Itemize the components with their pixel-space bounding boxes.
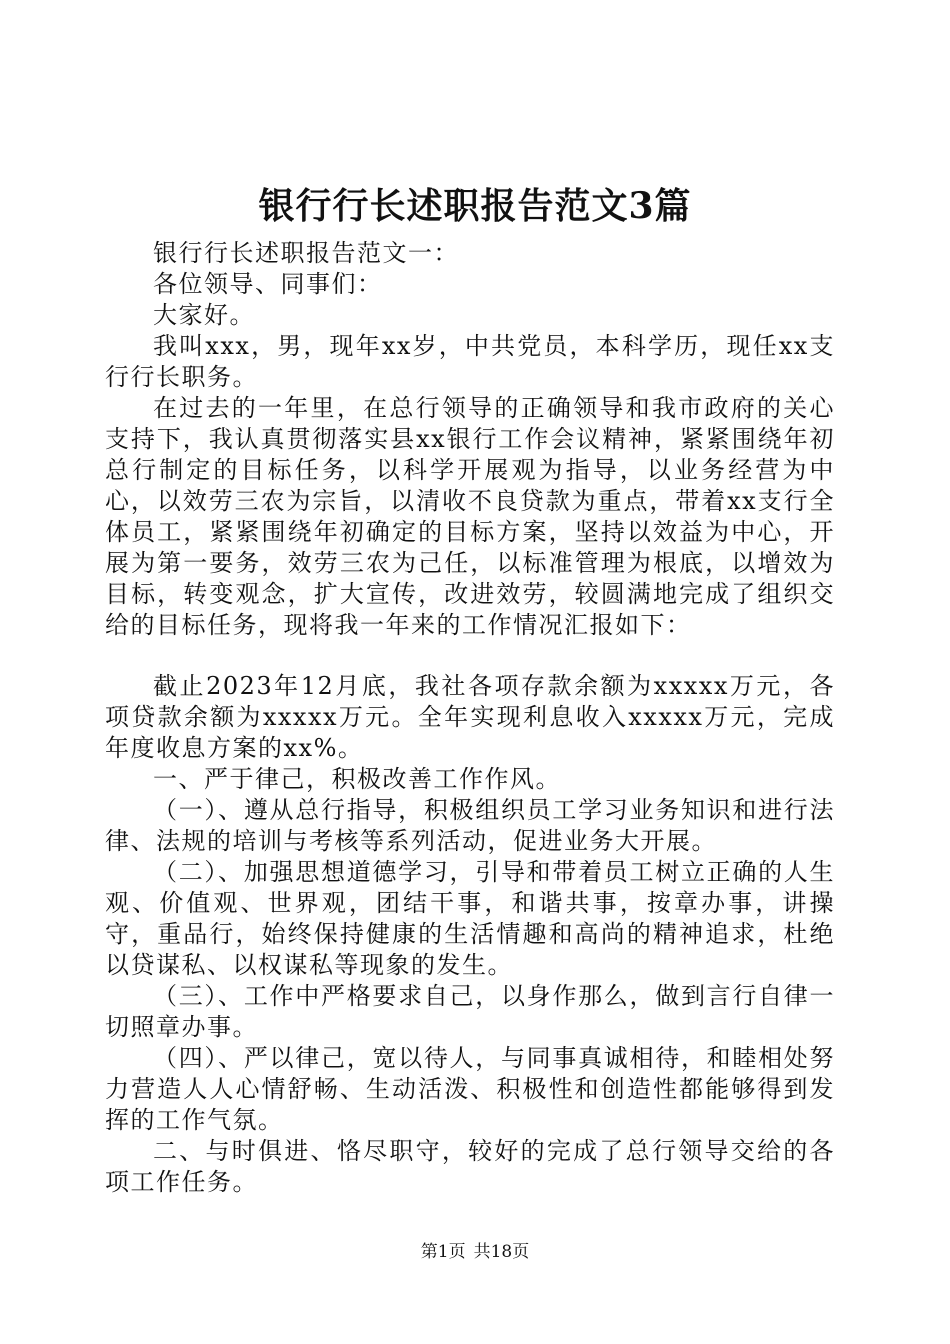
paragraph-introduction: 我叫xxx，男，现年xx岁，中共党员，本科学历，现任xx支行行长职务。 [105,332,835,391]
paragraph-item-two: （二）、加强思想道德学习，引导和带着员工树立正确的人生观、价值观、世界观，团结干事，和谐共事，按章办事，讲操守，重品行，始终保持健康的生活情趣和高尚的精神追求，杜绝以贷谋私、以权谋私等现象的发生。 [105,858,835,979]
paragraph-item-three: （三）、工作中严格要求自己，以身作那么，做到言行自律一切照章办事。 [105,982,835,1041]
page-total: 共18页 [473,1242,530,1262]
page-number: 第1页 [420,1242,466,1262]
paragraph-item-four: （四）、严以律己，宽以待人，与同事真诚相待，和睦相处努力营造人人心情舒畅、生动活泼、积极性和创造性都能够得到发挥的工作气氛。 [105,1044,835,1134]
paragraph-overview: 在过去的一年里，在总行领导的正确领导和我市政府的关心支持下，我认真贯彻落实县xx银行工作会议精神，紧紧围绕年初总行制定的目标任务，以科学开展观为指导，以业务经营为中心，以效劳三农为宗旨，以清收不良贷款为重点，带着xx支行全体员工，紧紧围绕年初确定的目标方案，坚持以效益为中心，开展为第一要务，效劳三农为己任，以标准管理为根底，以增效为目标，转变观念，扩大宣传，改进效劳，较圆满地完成了组织交给的目标任务，现将我一年来的工作情况汇报如下： [105,394,835,639]
paragraph-greeting: 大家好。 [153,301,255,329]
paragraph-item-one: （一）、遵从总行指导，积极组织员工学习业务知识和进行法律、法规的培训与考核等系列活动，促进业务大开展。 [105,796,835,855]
paragraph-section-one-heading: 一、严于律己，积极改善工作作风。 [153,765,561,793]
page-footer [0,1240,950,1264]
paragraph-subtitle: 银行行长述职报告范文一： [153,239,459,267]
paragraph-figures: 截止2023年12月底，我社各项存款余额为xxxxx万元，各项贷款余额为xxxxx万元。全年实现利息收入xxxxx万元，完成年度收息方案的xx%。 [105,672,835,762]
paragraph-section-two-heading: 二、与时俱进、恪尽职守，较好的完成了总行领导交给的各项工作任务。 [105,1137,835,1196]
document-title: 银行行长述职报告范文3篇 [258,185,692,227]
document-body [105,238,835,1198]
paragraph-salutation: 各位领导、同事们： [153,270,383,298]
